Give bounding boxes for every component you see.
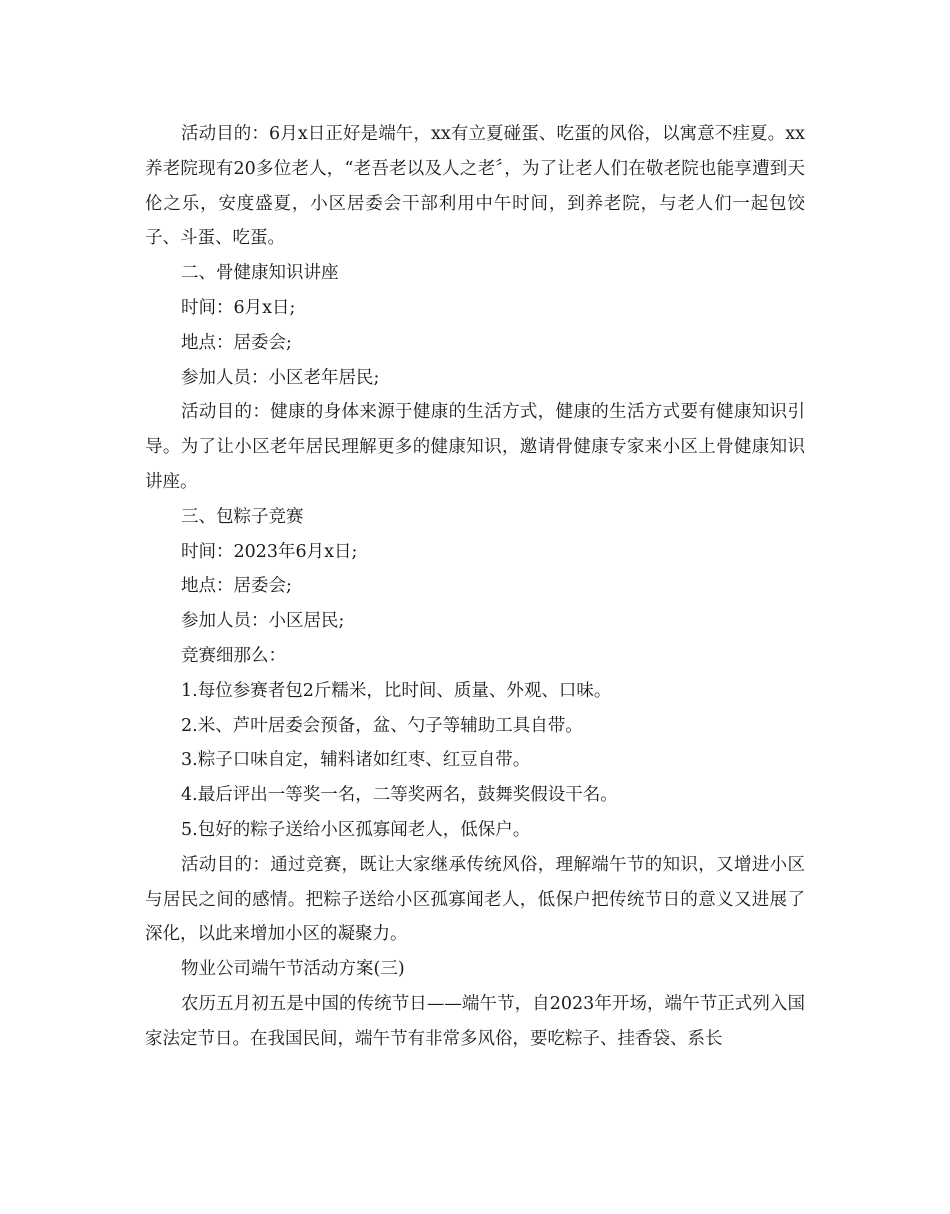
paragraph-contest-location: 地点：居委会; bbox=[181, 576, 292, 597]
paragraph-purpose-intro: 活动目的：6月x日正好是端午，xx有立夏碰蛋、吃蛋的风俗，以寓意不疰夏。xx养老院现有20多位老人，“老吾老以及人之老〞，为了让老人们在敬老院也能享遭到天伦之乐，安度盛夏，小区居委会干部利用中午时间，到养老院，与老人们一起包饺子、斗蛋、吃蛋。 bbox=[145, 124, 805, 249]
paragraph-dragon-boat-intro: 农历五月初五是中国的传统节日——端午节，自2023年开场，端午节正式列入国家法定节日。在我国民间，端午节有非常多风俗，要吃粽子、挂香袋、系长 bbox=[145, 993, 805, 1049]
section-heading-plan-three: 物业公司端午节活动方案(三) bbox=[181, 959, 405, 980]
paragraph-time: 时间：6月x日; bbox=[181, 297, 296, 318]
paragraph-purpose-health: 活动目的：健康的身体来源于健康的生活方式，健康的生活方式要有健康知识引导。为了让小区老年居民理解更多的健康知识，邀请骨健康专家来小区上骨健康知识讲座。 bbox=[145, 402, 805, 492]
list-item-rule-3: 3.粽子口味自定，辅料诸如红枣、红豆自带。 bbox=[181, 750, 531, 771]
paragraph-purpose-contest: 活动目的：通过竞赛，既让大家继承传统风俗，理解端午节的知识，又增进小区与居民之间的感情。把粽子送给小区孤寡闻老人，低保户把传统节日的意义又进展了深化，以此来增加小区的凝聚力。 bbox=[145, 854, 805, 945]
list-item-rule-1: 1.每位参赛者包2斤糯米，比时间、质量、外观、口味。 bbox=[181, 680, 612, 701]
document-body bbox=[145, 117, 805, 1057]
section-heading-bone-health: 二、骨健康知识讲座 bbox=[181, 263, 339, 284]
list-item-rule-5: 5.包好的粽子送给小区孤寡闻老人，低保户。 bbox=[181, 819, 531, 840]
paragraph-contest-participants: 参加人员：小区居民; bbox=[181, 611, 345, 632]
list-item-rule-2: 2.米、芦叶居委会预备，盆、勺子等辅助工具自带。 bbox=[181, 715, 583, 736]
paragraph-location: 地点：居委会; bbox=[181, 332, 292, 353]
paragraph-contest-rules-heading: 竞赛细那么： bbox=[181, 645, 286, 666]
list-item-rule-4: 4.最后评出一等奖一名，二等奖两名，鼓舞奖假设干名。 bbox=[181, 785, 618, 806]
paragraph-contest-time: 时间：2023年6月x日; bbox=[181, 541, 358, 562]
section-heading-zongzi-contest: 三、包粽子竞赛 bbox=[181, 506, 304, 527]
paragraph-participants: 参加人员：小区老年居民; bbox=[181, 367, 380, 388]
